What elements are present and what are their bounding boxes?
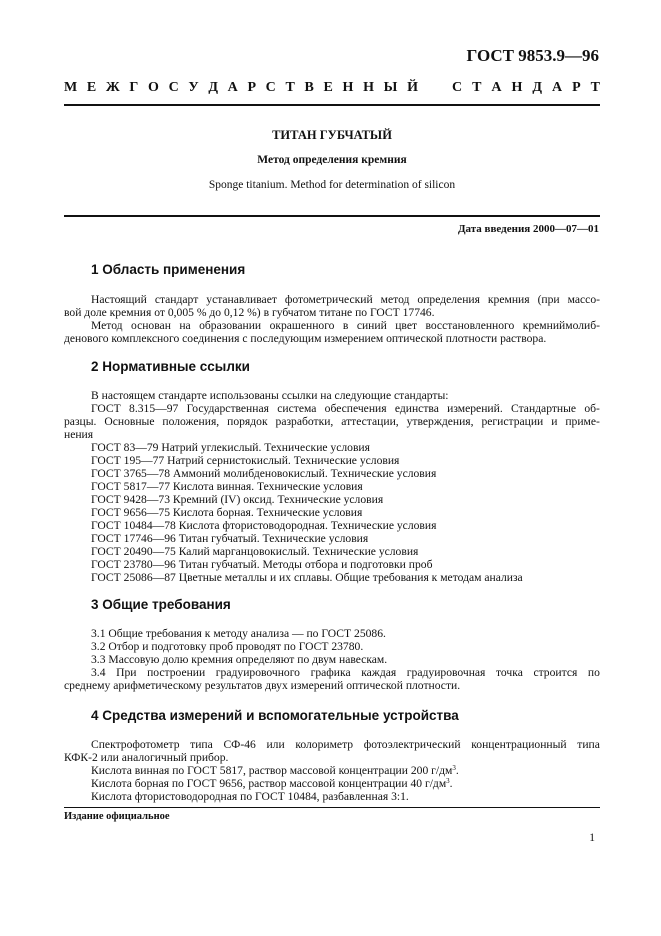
banner-letter: Н — [363, 80, 374, 95]
word: кремниймолиб- — [522, 319, 600, 332]
clause-3-3: 3.3 Массовую долю кремния определяют по двум навескам. — [91, 653, 388, 666]
word: обеспечения — [324, 402, 387, 415]
word: Метод — [91, 319, 123, 332]
banner-letter: Т — [590, 80, 600, 95]
word: разработки, — [275, 415, 334, 428]
banner-letter: Ы — [383, 80, 398, 95]
reference-line: нения — [64, 428, 94, 441]
banner-letter: Е — [86, 80, 97, 95]
banner-letter: Т — [285, 80, 295, 95]
reference-item: ГОСТ 20490—75 Калий марганцовокислый. Технические условия — [91, 545, 419, 558]
word: регистрации — [481, 415, 544, 428]
banner-letter: Й — [407, 80, 418, 95]
word: цвет — [395, 319, 418, 332]
text-line: вой доле кремния от 0,005 % до 0,12 %) в губчатом титане по ГОСТ 17746. — [64, 306, 435, 319]
word: кремния — [487, 293, 530, 306]
word: При — [116, 666, 137, 679]
banner-word-interstate — [64, 80, 418, 96]
reference-item: ГОСТ 17746—96 Титан губчатый. Технические условия — [91, 532, 369, 545]
banner-letter: У — [188, 80, 199, 95]
banner-letter: А — [491, 80, 502, 95]
banner-letter: В — [304, 80, 314, 95]
banner-letter: Е — [323, 80, 333, 95]
page-number: 1 — [589, 832, 595, 844]
word: измерений. — [447, 402, 503, 415]
superscript: 3 — [446, 777, 450, 785]
word: метод — [380, 293, 410, 306]
word: на — [179, 319, 191, 332]
section-2-body — [64, 389, 600, 584]
title-rule — [64, 215, 600, 217]
word: устанавливает — [206, 293, 277, 306]
text-line: В настоящем стандарте использованы ссылки на следующие стандарты: — [91, 389, 449, 402]
header-rule — [64, 104, 600, 106]
word: типа — [577, 738, 600, 751]
reference-item: ГОСТ 25086—87 Цветные металлы и их сплавы. Общие требования к методам анализа — [91, 571, 523, 584]
word: градуировочная — [406, 666, 486, 679]
clause-3-4-continued: среднему арифметическому результатов двух измерений оптической плотности. — [64, 679, 461, 692]
word: стандарт — [154, 293, 199, 306]
reference-item: ГОСТ 83—79 Натрий углекислый. Технические условия — [91, 441, 370, 454]
word: образовании — [199, 319, 262, 332]
text-line: КФК-2 или аналогичный прибор. — [64, 751, 229, 764]
text-line — [64, 293, 600, 306]
word: Государственная — [186, 402, 269, 415]
word: в — [342, 319, 349, 332]
gost-number: ГОСТ 9853.9—96 — [466, 46, 599, 65]
banner-letter: М — [64, 80, 78, 95]
word: строится — [533, 666, 578, 679]
section-4-body — [64, 738, 600, 803]
reference-item: ГОСТ 23780—96 Титан губчатый. Методы отбора и подготовки проб — [91, 558, 433, 571]
word: восстановленного — [425, 319, 515, 332]
reference-line — [64, 415, 600, 428]
banner-letter: А — [551, 80, 563, 95]
clause-3-4 — [64, 666, 600, 679]
word: типа — [190, 738, 213, 751]
reference-item: ГОСТ 9656—75 Кислота борная. Технические условия — [91, 506, 363, 519]
word: Спектрофотометр — [91, 738, 180, 751]
clause-3-2: 3.2 Отбор и подготовку проб проводят по ГОСТ 23780. — [91, 640, 364, 653]
word: разцы. — [64, 415, 97, 428]
word: утверждения, — [406, 415, 474, 428]
boric-acid-text: Кислота борная по ГОСТ 9656, раствор массовой концентрации 40 г/дм — [91, 777, 447, 790]
reference-item: ГОСТ 3765—78 Аммоний молибденовокислый. Технические условия — [91, 467, 437, 480]
english-title: Sponge titanium. Method for determination of silicon — [208, 179, 456, 191]
word: определения — [417, 293, 480, 306]
word: СФ-46 — [223, 738, 256, 751]
reference-item: ГОСТ 5817—77 Кислота винная. Технические условия — [91, 480, 363, 493]
word: система — [277, 402, 317, 415]
tartaric-acid-text: Кислота винная по ГОСТ 5817, раствор массовой концентрации 200 г/дм — [91, 764, 453, 777]
superscript: 3 — [452, 764, 456, 772]
banner-letter: Ж — [105, 80, 120, 95]
banner-letter: Н — [511, 80, 523, 95]
banner-letter: Р — [247, 80, 256, 95]
document-title: ТИТАН ГУБЧАТЫЙ — [272, 128, 392, 142]
word: фотоэлектрический — [363, 738, 461, 751]
word: массо- — [567, 293, 600, 306]
reference-item: ГОСТ 9428—73 Кремний (IV) оксид. Технические условия — [91, 493, 384, 506]
footer-rule — [64, 807, 600, 808]
banner-letter: С — [265, 80, 276, 95]
section-3-heading: 3 Общие требования — [91, 597, 231, 612]
interstate-standard-banner — [64, 80, 600, 96]
text-line — [64, 319, 600, 332]
word: основан — [131, 319, 171, 332]
reference-line — [64, 402, 600, 415]
word: окрашенного — [269, 319, 335, 332]
text-line — [64, 738, 600, 751]
word: колориметр — [295, 738, 354, 751]
banner-letter: А — [227, 80, 238, 95]
method-title: Метод определения кремния — [257, 154, 407, 166]
word: по — [587, 666, 600, 679]
text-line: денового комплексного соединения с последующим измерением оптической плотности раствора. — [64, 332, 547, 345]
banner-letter: С — [452, 80, 463, 95]
word: ГОСТ — [91, 402, 121, 415]
banner-letter: Т — [472, 80, 482, 95]
word: аттестации, — [341, 415, 399, 428]
banner-word-standard — [452, 80, 600, 96]
word: градуировочного — [215, 666, 300, 679]
edition-note: Издание официальное — [64, 811, 170, 822]
word: об- — [584, 402, 600, 415]
word: единства — [394, 402, 439, 415]
text-line: Кислота фтористоводородная по ГОСТ 10484, разбавленная 3:1. — [91, 790, 409, 803]
word: приме- — [565, 415, 600, 428]
word: (при — [537, 293, 560, 306]
section-3-body — [64, 627, 600, 692]
word: фотометрический — [284, 293, 373, 306]
banner-letter: О — [148, 80, 159, 95]
banner-letter: Г — [129, 80, 139, 95]
introduction-date: Дата введения 2000—07—01 — [457, 223, 599, 235]
banner-letter: Н — [342, 80, 354, 95]
word: точка — [496, 666, 523, 679]
text-line — [64, 777, 600, 790]
reference-item: ГОСТ 10484—78 Кислота фтористоводородная. Технические условия — [91, 519, 437, 532]
word: Стандартные — [511, 402, 577, 415]
word: и — [551, 415, 558, 428]
section-1-heading: 1 Область применения — [91, 262, 246, 277]
banner-letter: С — [168, 80, 179, 95]
section-1-body — [64, 293, 600, 345]
word: Основные — [104, 415, 155, 428]
banner-letter: Р — [572, 80, 581, 95]
clause-3-1: 3.1 Общие требования к методу анализа — по ГОСТ 25086. — [91, 627, 386, 640]
word: порядок — [227, 415, 268, 428]
word: каждая — [361, 666, 397, 679]
word: или — [266, 738, 285, 751]
banner-letter: Д — [532, 80, 542, 95]
word: 3.4 — [91, 666, 106, 679]
reference-item: ГОСТ 195—77 Натрий сернистокислый. Технические условия — [91, 454, 400, 467]
word: 8.315—97 — [129, 402, 179, 415]
period: . — [449, 777, 453, 790]
banner-letter: Д — [208, 80, 218, 95]
word: концентрационный — [471, 738, 567, 751]
word: построении — [147, 666, 206, 679]
section-4-heading: 4 Средства измерений и вспомогательные устройства — [91, 708, 459, 723]
word: положения, — [162, 415, 220, 428]
text-line — [64, 764, 600, 777]
word: графика — [310, 666, 351, 679]
word: Настоящий — [91, 293, 147, 306]
word: синий — [356, 319, 387, 332]
section-2-heading: 2 Нормативные ссылки — [91, 359, 250, 374]
period: . — [455, 764, 459, 777]
